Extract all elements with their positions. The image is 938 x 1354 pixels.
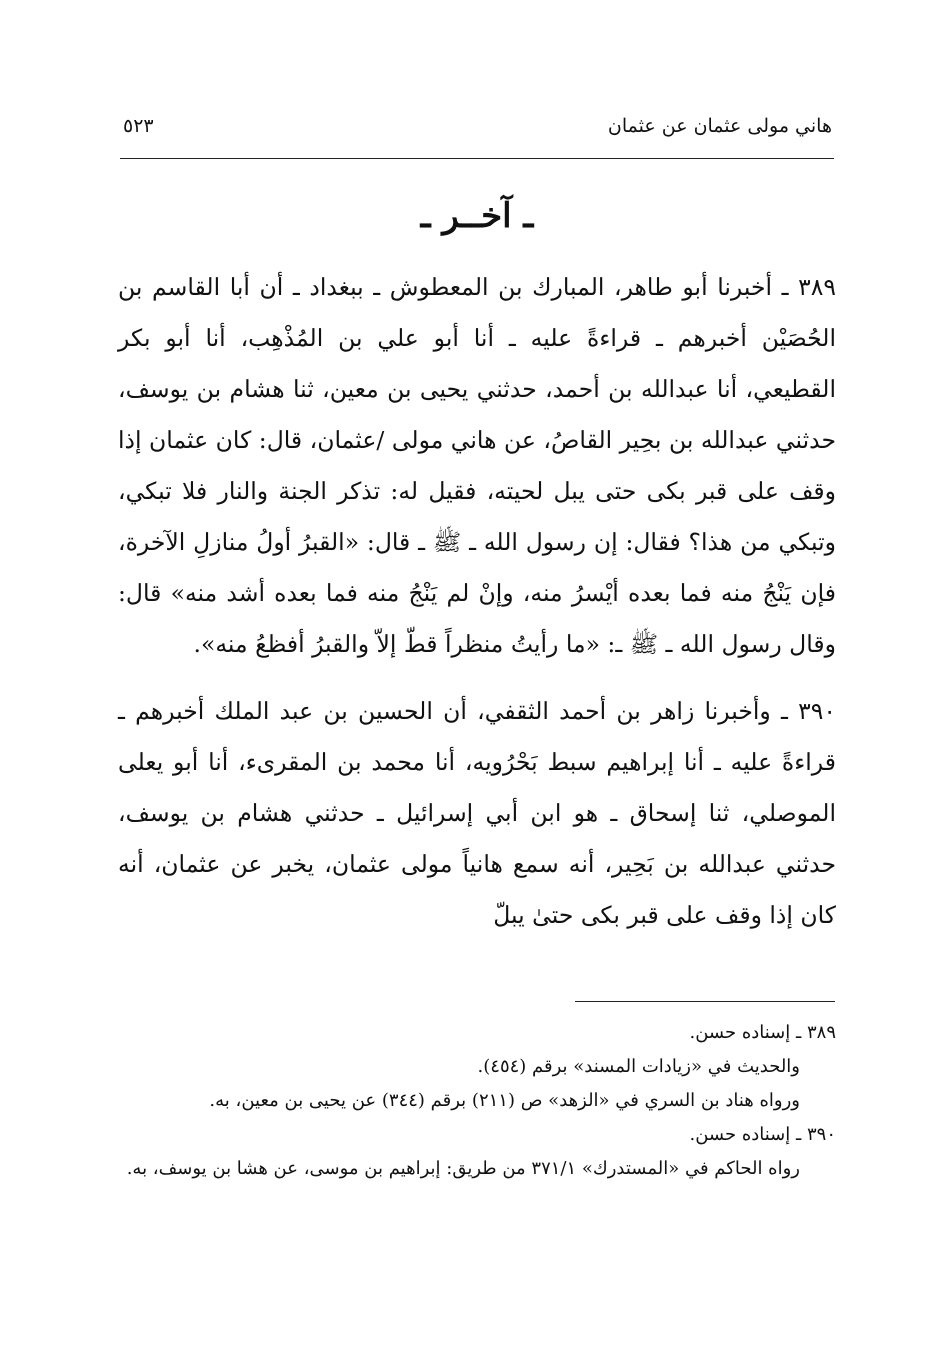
header-rule — [120, 158, 834, 159]
main-text — [118, 262, 836, 941]
running-title: هاني مولى عثمان عن عثمان — [607, 115, 832, 137]
hadith-389-paragraph: ٣٨٩ ـ أخبرنا أبو طاهر، المبارك بن المعطوش ـ ببغداد ـ أن أبا القاسم بن الحُصَيْن أخبرهم ـ قراءةً عليه ـ أنا أبو علي بن المُذْهِب، أنا أبو بكر القطيعي، أنا عبدالله بن أحمد، حدثني يحيى بن معين، ثنا هشام بن يوسف، حدثني عبدالله بن بحِير القاصُ، عن هاني مولى /عثمان، قال: كان عثمان إذا وقف على قبر بكى حتى يبل لحيته، فقيل له: تذكر الجنة والنار فلا تبكي، وتبكي من هذا؟ فقال: إن رسول الله ـ ﷺ ـ قال: «القبرُ أولُ منازلِ الآخرة، فإن يَنْجُ منه فما بعده أيْسرُ منه، وإنْ لم يَنْجُ منه فما بعده أشد منه» قال: وقال رسول الله ـ ﷺ ـ: «ما رأيتُ منظراً قطّ إلاّ والقبرُ أفظعُ منه». — [118, 273, 836, 658]
section-title: ـ آخــر ـ — [420, 196, 534, 236]
footnote-389-line: ورواه هناد بن السري في «الزهد» ص (٢١١) برقم (٣٤٤) عن يحيى بن معين، به. — [209, 1090, 800, 1111]
footnote-389-heading: ٣٨٩ ـ إسناده حسن. — [689, 1022, 836, 1043]
page-number: ٥٢٣ — [123, 115, 154, 137]
footnote-390-heading: ٣٩٠ ـ إسناده حسن. — [689, 1124, 836, 1145]
footnotes — [118, 1016, 836, 1186]
hadith-390-paragraph: ٣٩٠ ـ وأخبرنا زاهر بن أحمد الثقفي، أن الحسين بن عبد الملك أخبرهم ـ قراءةً عليه ـ أنا إبراهيم سبط بَحْرُويه، أنا محمد بن المقرىء، أنا أبو يعلى الموصلي، ثنا إسحاق ـ هو ابن أبي إسرائيل ـ حدثني هشام بن يوسف، حدثني عبدالله بن بَحِير، أنه سمع هانياً مولى عثمان، يخبر عن عثمان، أنه كان إذا وقف على قبر بكى حتىٰ يبلّ — [118, 697, 836, 929]
footnote-390-line: رواه الحاكم في «المستدرك» ٣٧١/١ من طريق: إبراهيم بن موسى، عن هشا بن يوسف، به. — [126, 1158, 800, 1179]
footnote-rule — [575, 1001, 835, 1002]
footnote-389-line: والحديث في «زيادات المسند» برقم (٤٥٤). — [477, 1056, 800, 1077]
